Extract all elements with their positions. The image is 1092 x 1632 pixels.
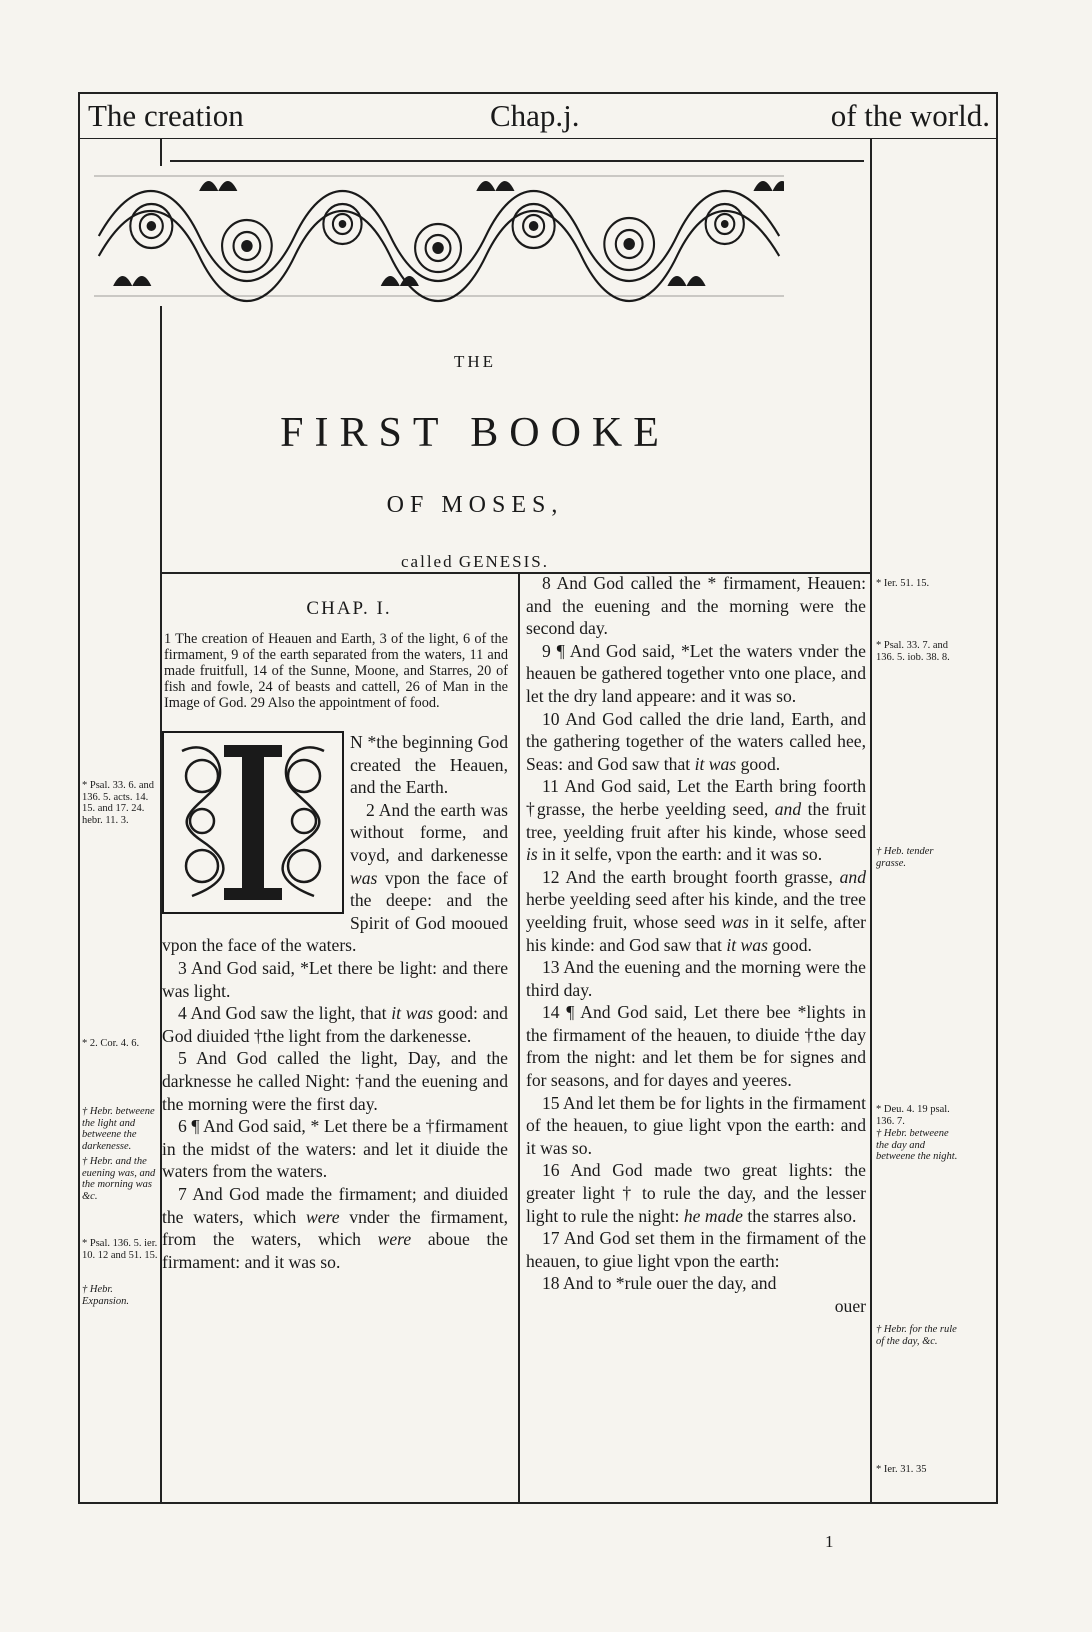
verse-15: 15 And let them be for lights in the firmament of the heauen, to giue light vpon the earth: and it was so. [526,1092,866,1158]
margin-note-right-7: * Ier. 31. 35 [876,1464,927,1475]
verse-1: N *the beginning God created the Heauen, and the Earth. [350,732,508,798]
verse-8: 8 And God called the * firmament, Heauen: and the euening and the morning were the second day. [526,573,866,639]
margin-note-right-5: † Hebr. betweene the day and betweene the night. [876,1128,958,1162]
page-number: 1 [825,1532,834,1551]
margin-note-left-5: * Psal. 136. 5. ier. 10. 12 and 51. 15. [82,1238,158,1261]
verse-4: 4 And God saw the light, that it was good: and God diuided †the light from the darkenesse. [162,1003,508,1046]
title-genesis: GENESIS. [458,552,549,571]
running-head [80,94,996,139]
dropcap-initial-i [162,731,344,914]
verse-9: 9 ¶ And God said, *Let the waters vnder the heauen be gathered together vnto one place, and let the dry land appeare: and it was so. [526,640,866,706]
chapter-summary: 1 The creation of Heauen and Earth, 3 of the light, 6 of the firmament, 9 of the earth separated from the waters, 11 and made fruitfull, 14 of the Sunne, Moone, and Starres, 20 of fish and fowle, 24 of beasts and cattell, 26 of Man in the Image of God. 29 Also the appointment of food. [164,630,508,711]
running-head-center: Chap.j. [490,98,580,133]
verse-17: 17 And God set them in the firmament of the heauen, to giue light vpon the earth: [526,1228,866,1271]
margin-note-right-6: † Hebr. for the rule of the day, &c. [876,1324,957,1347]
margin-note-left-6: † Hebr. Expansion. [82,1284,129,1307]
title-the: THE [453,352,497,371]
verse-5: 5 And God called the light, Day, and the darknesse he called Night: †and the euening and the morning were the first day. [162,1048,508,1114]
verse-7: 7 And God made the firmament; and diuided the waters, which were vnder the firmament, from the waters, which were aboue the firmament: and it was so. [162,1183,508,1272]
margin-note-left-4: † Hebr. and the euening was, and the morning was &c. [82,1156,156,1202]
title-called-genesis [80,552,870,572]
running-head-right: of the world. [830,98,990,133]
verse-10: 10 And God called the drie land, Earth, and the gathering together of the waters called hee, Seas: and God saw that it was good. [526,708,866,774]
verse-11: 11 And God said, Let the Earth bring foorth †grasse, the herbe yeelding seed, and the fruit tree, yeelding fruit after his kinde, whose seed is in it selfe, vpon the earth: and it was so. [526,776,866,865]
margin-note-right-2: * Psal. 33. 7. and 136. 5. iob. 38. 8. [876,640,950,663]
margin-note-right-1: * Ier. 51. 15. [876,578,930,589]
page-frame [78,92,998,1504]
margin-note-left-2: * 2. Cor. 4. 6. [82,1038,140,1049]
rule-right-margin [870,138,872,1504]
title-of-moses: OF MOSES, [386,492,564,518]
rule-title-top [170,160,864,162]
verse-18: 18 And to *rule ouer the day, and [542,1273,777,1294]
title-first-booke: FIRST BOOKE [280,410,670,456]
margin-note-right-4: * Deu. 4. 19 psal. 136. 7. [876,1104,950,1127]
verse-13: 13 And the euening and the morning were the third day. [526,957,866,1000]
verse-3: 3 And God said, *Let there be light: and there was light. [162,958,508,1001]
text-column-left [162,590,508,1273]
margin-note-right-3: † Heb. tender grasse. [876,846,934,869]
running-head-left: The creation [88,98,244,133]
margin-note-left-1: * Psal. 33. 6. and 136. 5. acts. 14. 15. and 17. 24. hebr. 11. 3. [82,780,155,826]
chapter-heading: CHAP. I. [306,598,392,619]
verse-14: 14 ¶ And God said, Let there bee *lights in the firmament of the heauen, to diuide †the day from the night: and let them be for signes and for seasons, and for dayes and yeeres. [526,1002,866,1091]
margin-note-left-3: † Hebr. betweene the light and betweene the darkenesse. [82,1106,155,1152]
rule-column-divider [518,572,520,1504]
ornamental-headpiece [94,166,784,306]
verse-2: 2 And the earth was without forme, and voyd, and darkenesse was vpon the face of the deepe: and the Spirit of God mooued vpon the face of the waters. [162,799,508,956]
catchword: ouer [834,1296,866,1316]
verse-6: 6 ¶ And God said, * Let there be a †firmament in the midst of the waters: and let it diuide the waters from the waters. [162,1116,508,1182]
verse-16: 16 And God made two great lights: the greater light † to rule the day, and the lesser light to rule the night: he made the starres also. [526,1160,866,1226]
verse-12: 12 And the earth brought foorth grasse, and herbe yeelding seed after his kinde, and the tree yeelding fruit, whose seed was in it selfe, after his kinde: and God saw that it was good. [526,866,867,955]
text-column-right [526,572,866,1318]
title-called: called [401,552,454,571]
